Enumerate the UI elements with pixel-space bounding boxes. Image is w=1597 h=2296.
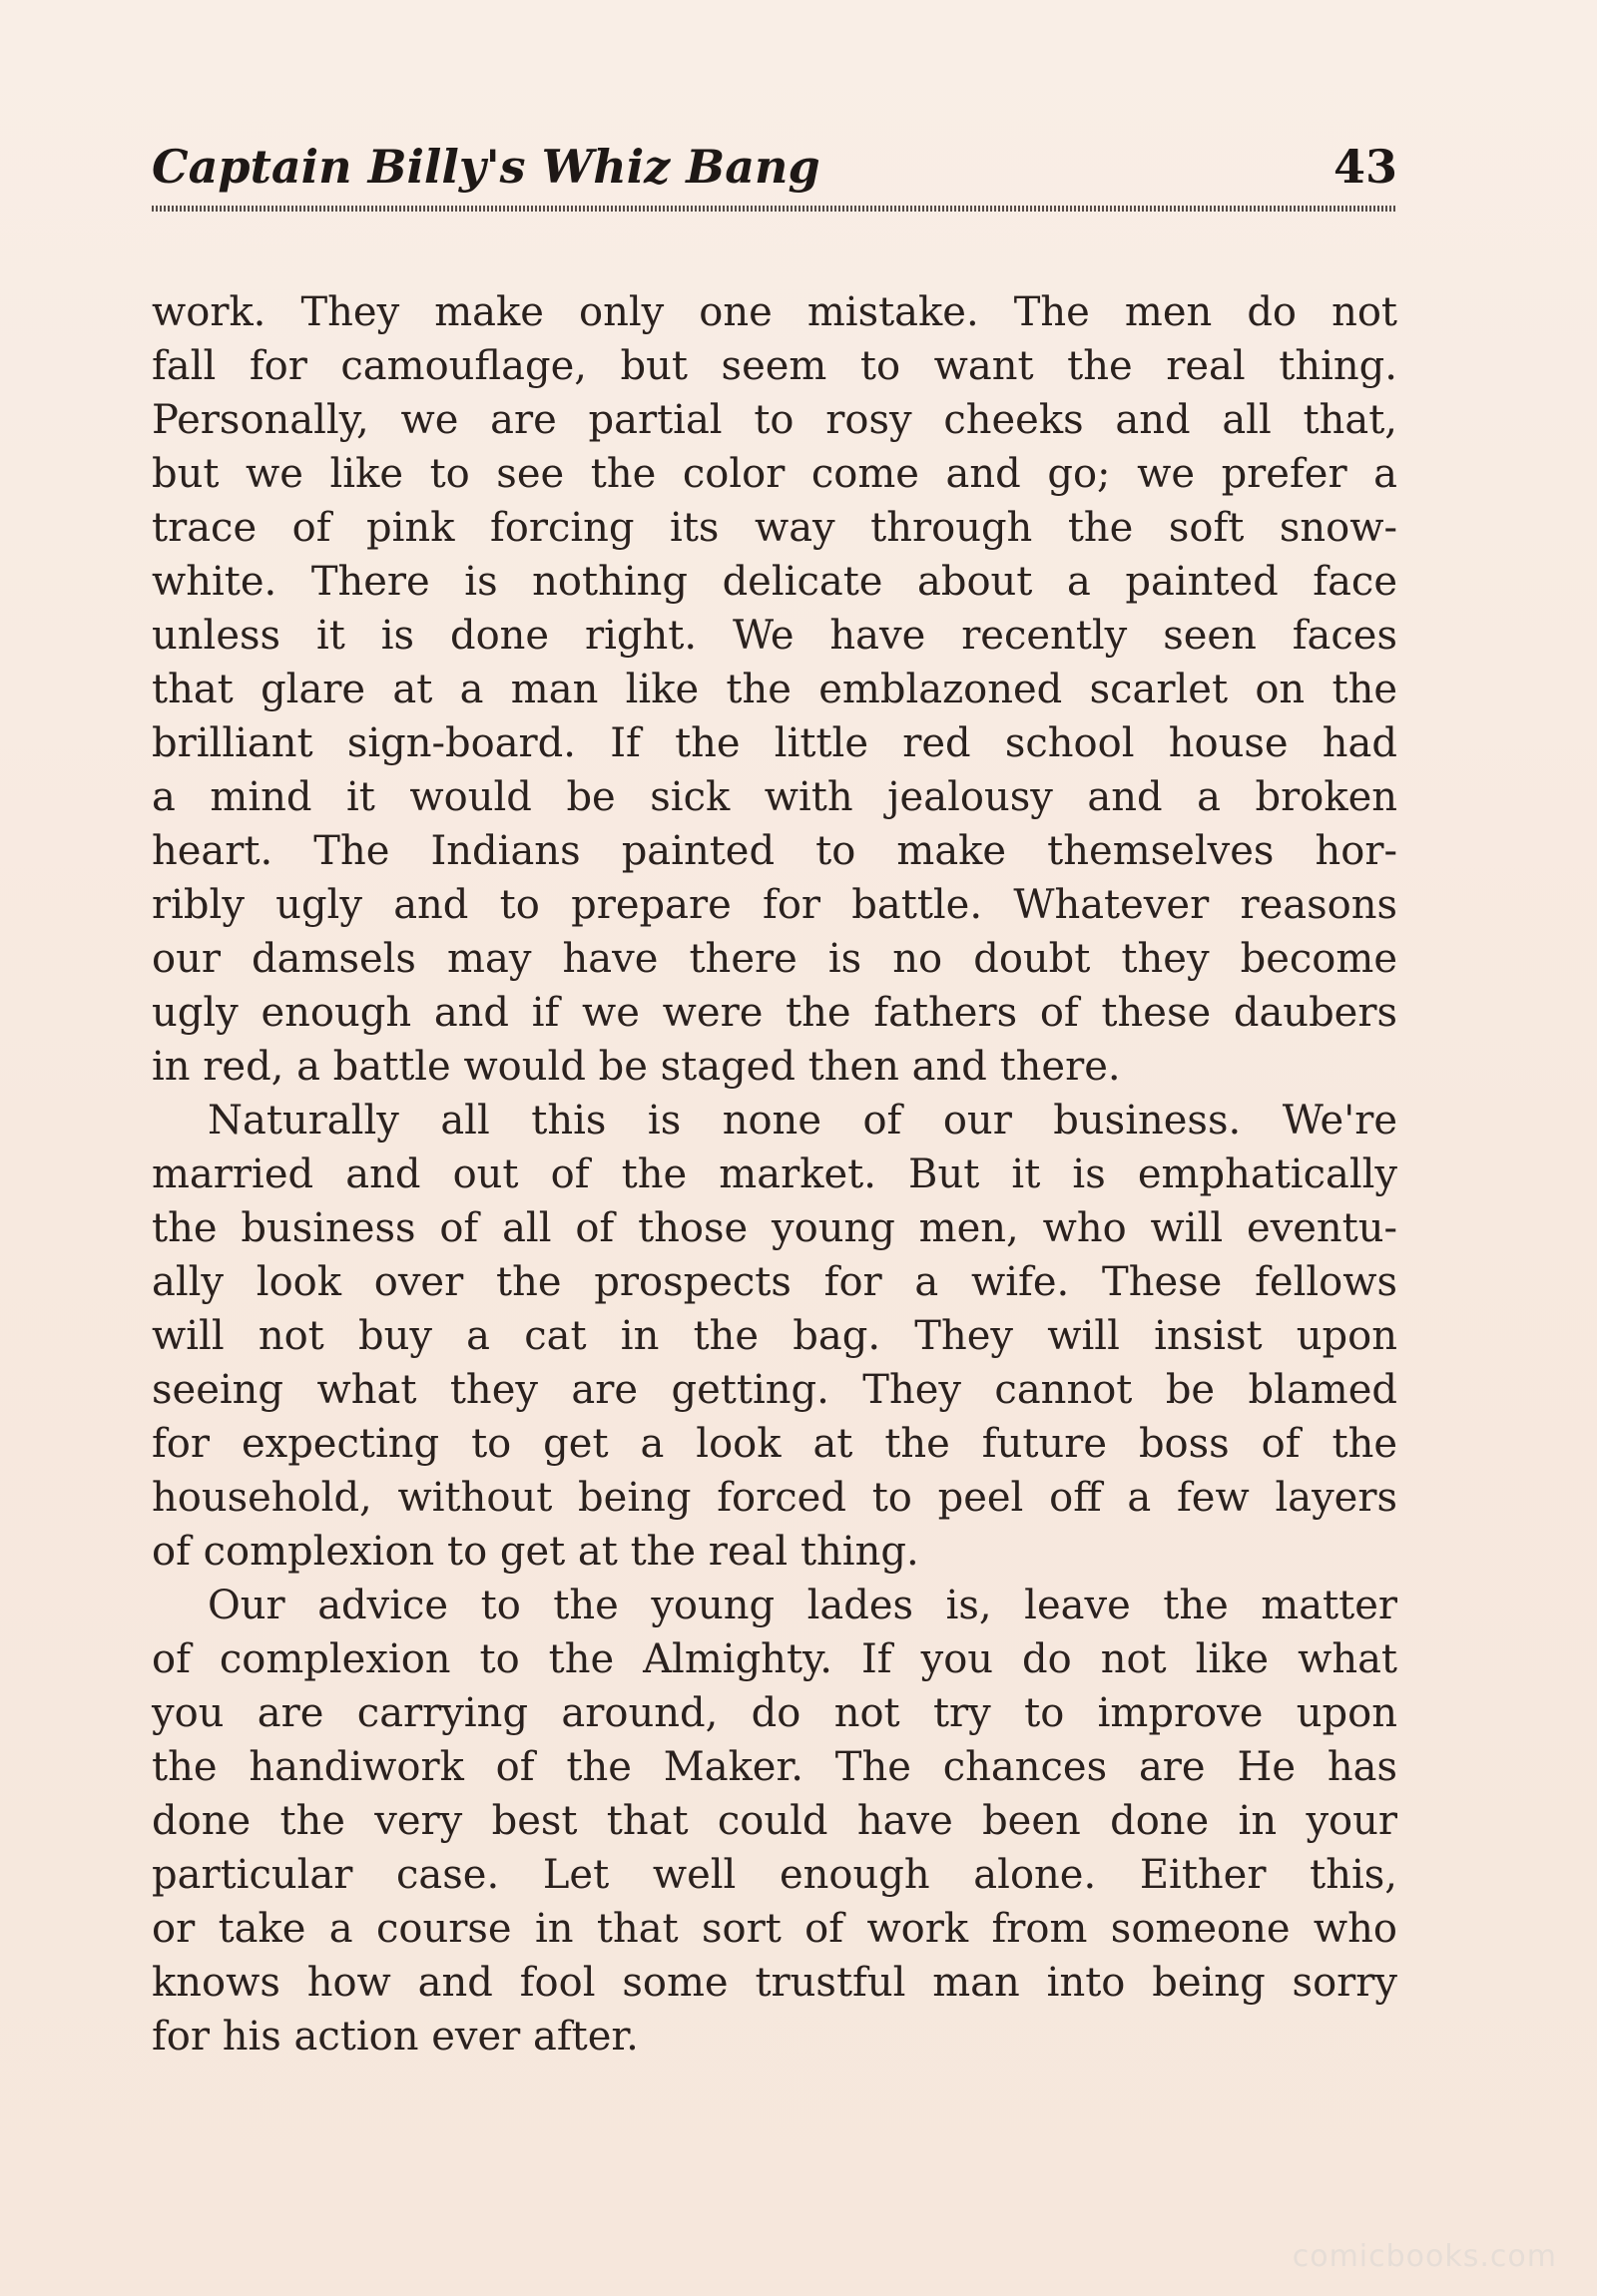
text-line: or take a course in that sort of work from someone who [152, 1906, 1397, 1952]
text-line: ugly enough and if we were the fathers of these daubers [152, 990, 1397, 1036]
text-line: work. They make only one mistake. The men do not [152, 289, 1397, 335]
text-line: for expecting to get a look at the future boss of the [152, 1421, 1397, 1467]
page-number: 43 [1332, 140, 1397, 194]
paragraph-1 [152, 285, 1397, 1094]
text-line: ally look over the prospects for a wife. These fellows [152, 1259, 1397, 1305]
text-line: you are carrying around, do not try to improve upon [152, 1690, 1397, 1736]
text-line: done the very best that could have been done in your [152, 1798, 1397, 1844]
text-line: our damsels may have there is no doubt they become [152, 936, 1397, 982]
text-line: that glare at a man like the emblazoned scarlet on the [152, 667, 1397, 712]
text-line: but we like to see the color come and go; we prefer a [152, 451, 1397, 497]
text-line: brilliant sign-board. If the little red school house had [152, 720, 1397, 766]
text-line: Personally, we are partial to rosy cheeks and all that, [152, 397, 1397, 443]
text-line: of complexion to get at the real thing. [152, 1529, 919, 1575]
text-line: particular case. Let well enough alone. Either this, [152, 1852, 1397, 1898]
text-line: seeing what they are getting. They cannot be blamed [152, 1367, 1397, 1413]
text-line: fall for camouflage, but seem to want the real thing. [152, 343, 1397, 389]
text-line: of complexion to the Almighty. If you do not like what [152, 1636, 1397, 1682]
running-title: Captain Billy's Whiz Bang [152, 140, 820, 194]
text-line: for his action ever after. [152, 2014, 639, 2060]
text-line: married and out of the market. But it is emphatically [152, 1151, 1397, 1197]
text-line: a mind it would be sick with jealousy and a broken [152, 774, 1397, 820]
text-line: unless it is done right. We have recently seen faces [152, 613, 1397, 659]
header-divider [152, 206, 1397, 212]
text-line: in red, a battle would be staged then and there. [152, 1044, 1121, 1090]
text-line: household, without being forced to peel off a few layers [152, 1475, 1397, 1521]
paragraph-3 [152, 1579, 1397, 2064]
text-line: ribly ugly and to prepare for battle. Whatever reasons [152, 882, 1397, 928]
text-line: knows how and fool some trustful man into being sorry [152, 1960, 1397, 2006]
page-header [152, 140, 1397, 210]
text-line: the handiwork of the Maker. The chances are He has [152, 1744, 1397, 1790]
watermark: comicbooks.com [1292, 2239, 1557, 2274]
text-line: Our advice to the young lades is, leave the matter [208, 1583, 1397, 1628]
text-line: white. There is nothing delicate about a painted face [152, 559, 1397, 605]
text-line: trace of pink forcing its way through the soft snow- [152, 505, 1397, 551]
paragraph-2 [152, 1094, 1397, 1579]
text-line: Naturally all this is none of our business. We're [208, 1098, 1397, 1144]
text-line: the business of all of those young men, who will eventu- [152, 1205, 1397, 1251]
text-line: will not buy a cat in the bag. They will insist upon [152, 1313, 1397, 1359]
article-body [152, 285, 1397, 2064]
text-line: heart. The Indians painted to make themselves hor- [152, 828, 1397, 874]
